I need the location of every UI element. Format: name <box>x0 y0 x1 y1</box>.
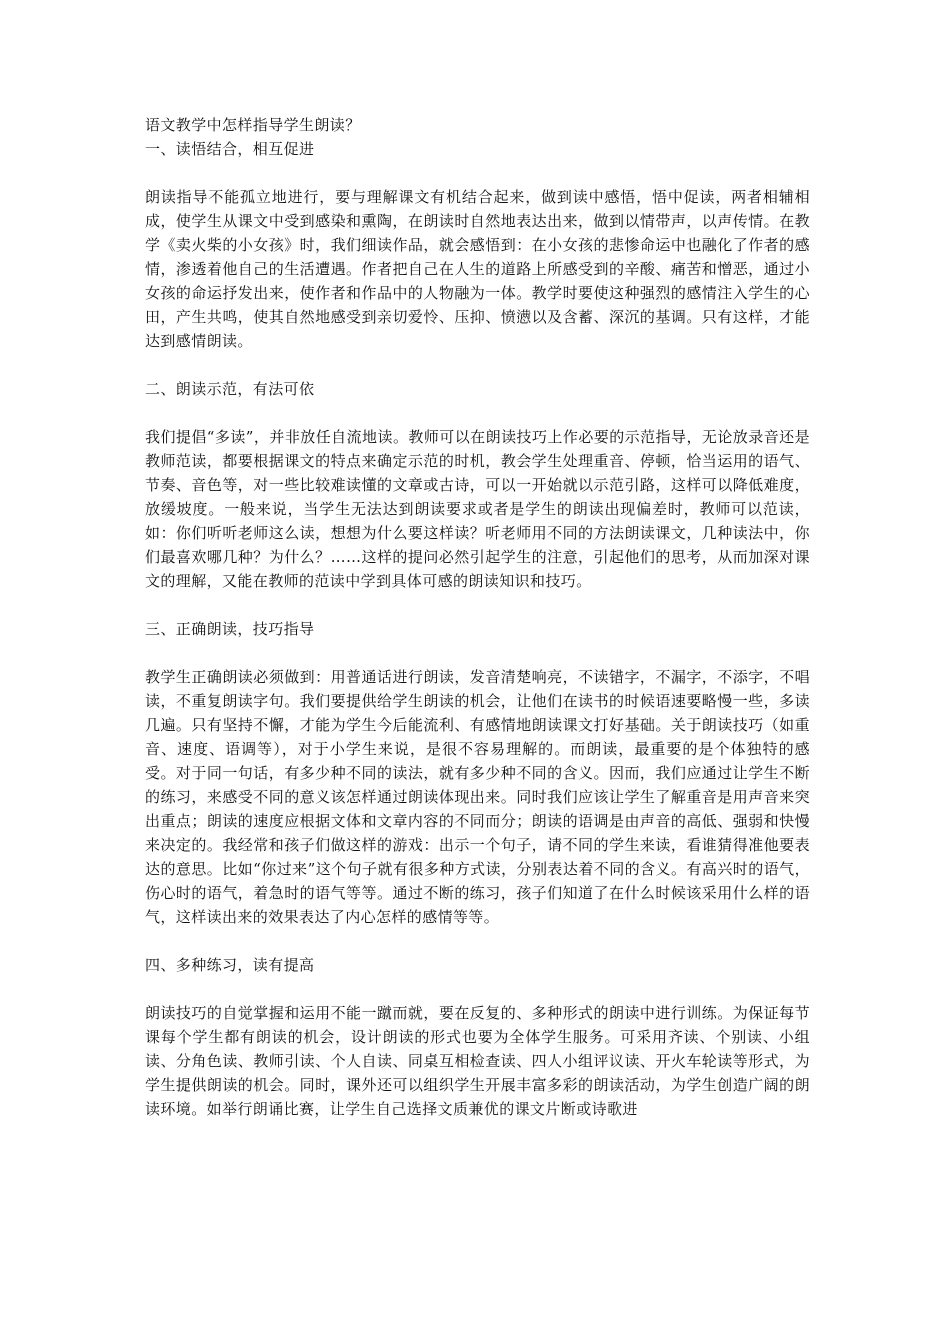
spacer <box>145 161 810 185</box>
spacer <box>145 929 810 953</box>
spacer <box>145 641 810 665</box>
section-heading-3: 三、正确朗读，技巧指导 <box>145 620 315 638</box>
spacer <box>145 401 810 425</box>
spacer <box>145 593 810 617</box>
spacer <box>145 353 810 377</box>
document-title: 语文教学中怎样指导学生朗读？ <box>145 116 361 134</box>
section-body-2: 我们提倡“多读”，并非放任自流地读。教师可以在朗读技巧上作必要的示范指导，无论放录音还是教师范读，都要根据课文的特点来确定示范的时机，教会学生处理重音、停顿，恰当运用的语气、节奏、音色等，对一些比较难读懂的文章或古诗，可以一开始就以示范引路，这样可以降低难度，放缓坡度。一般来说，当学生无法达到朗读要求或者是学生的朗读出现偏差时，教师可以范读，如：你们听听老师这么读，想想为什么要这样读？听老师用不同的方法朗读课文，几种读法中，你们最喜欢哪几种？为什么？……这样的提问必然引起学生的注意，引起他们的思考，从而加深对课文的理解，又能在教师的范读中学到具体可感的朗读知识和技巧。 <box>145 428 810 590</box>
section-heading-4: 四、多种练习，读有提高 <box>145 956 315 974</box>
section-body-1: 朗读指导不能孤立地进行，要与理解课文有机结合起来，做到读中感悟，悟中促读，两者相辅相成，使学生从课文中受到感染和熏陶，在朗读时自然地表达出来，做到以情带声，以声传情。在教学《卖火柴的小女孩》时，我们细读作品，就会感悟到：在小女孩的悲惨命运中也融化了作者的感情，渗透着他自己的生活遭遇。作者把自己在人生的道路上所感受到的辛酸、痛苦和憎恶，通过小女孩的命运抒发出来，使作者和作品中的人物融为一体。教学时要使这种强烈的感情注入学生的心田，产生共鸣，使其自然地感受到亲切爱怜、压抑、愤懑以及含蓄、深沉的基调。只有这样，才能达到感情朗读。 <box>145 188 810 350</box>
section-heading-2: 二、朗读示范，有法可依 <box>145 380 315 398</box>
spacer <box>145 977 810 1001</box>
section-heading-1: 一、读悟结合，相互促进 <box>145 140 315 158</box>
section-body-4: 朗读技巧的自觉掌握和运用不能一蹴而就，要在反复的、多种形式的朗读中进行训练。为保证每节课每个学生都有朗读的机会，设计朗读的形式也要为全体学生服务。可采用齐读、个别读、小组读、分角色读、教师引读、个人自读、同桌互相检查读、四人小组评议读、开火车轮读等形式，为学生提供朗读的机会。同时，课外还可以组织学生开展丰富多彩的朗读活动，为学生创造广阔的朗读环境。如举行朗诵比赛，让学生自己选择文质兼优的课文片断或诗歌进 <box>145 1004 810 1118</box>
section-body-3: 教学生正确朗读必须做到：用普通话进行朗读，发音清楚响亮，不读错字，不漏字，不添字，不唱读，不重复朗读字句。我们要提供给学生朗读的机会，让他们在读书的时候语速要略慢一些，多读几遍。只有坚持不懈，才能为学生今后能流利、有感情地朗读课文打好基础。关于朗读技巧（如重音、速度、语调等），对于小学生来说，是很不容易理解的。而朗读，最重要的是个体独特的感受。对于同一句话，有多少种不同的读法，就有多少种不同的含义。因而，我们应通过让学生不断的练习，来感受不同的意义该怎样通过朗读体现出来。同时我们应该让学生了解重音是用声音来突出重点；朗读的速度应根据文体和文章内容的不同而分；朗读的语调是由声音的高低、强弱和快慢来决定的。我经常和孩子们做这样的游戏：出示一个句子，请不同的学生来读，看谁猜得准他要表达的意思。比如“你过来”这个句子就有很多种方式读，分别表达着不同的含义。有高兴时的语气，伤心时的语气，着急时的语气等等。通过不断的练习，孩子们知道了在什么时候该采用什么样的语气，这样读出来的效果表达了内心怎样的感情等等。 <box>145 668 810 926</box>
document-body <box>145 113 810 1121</box>
